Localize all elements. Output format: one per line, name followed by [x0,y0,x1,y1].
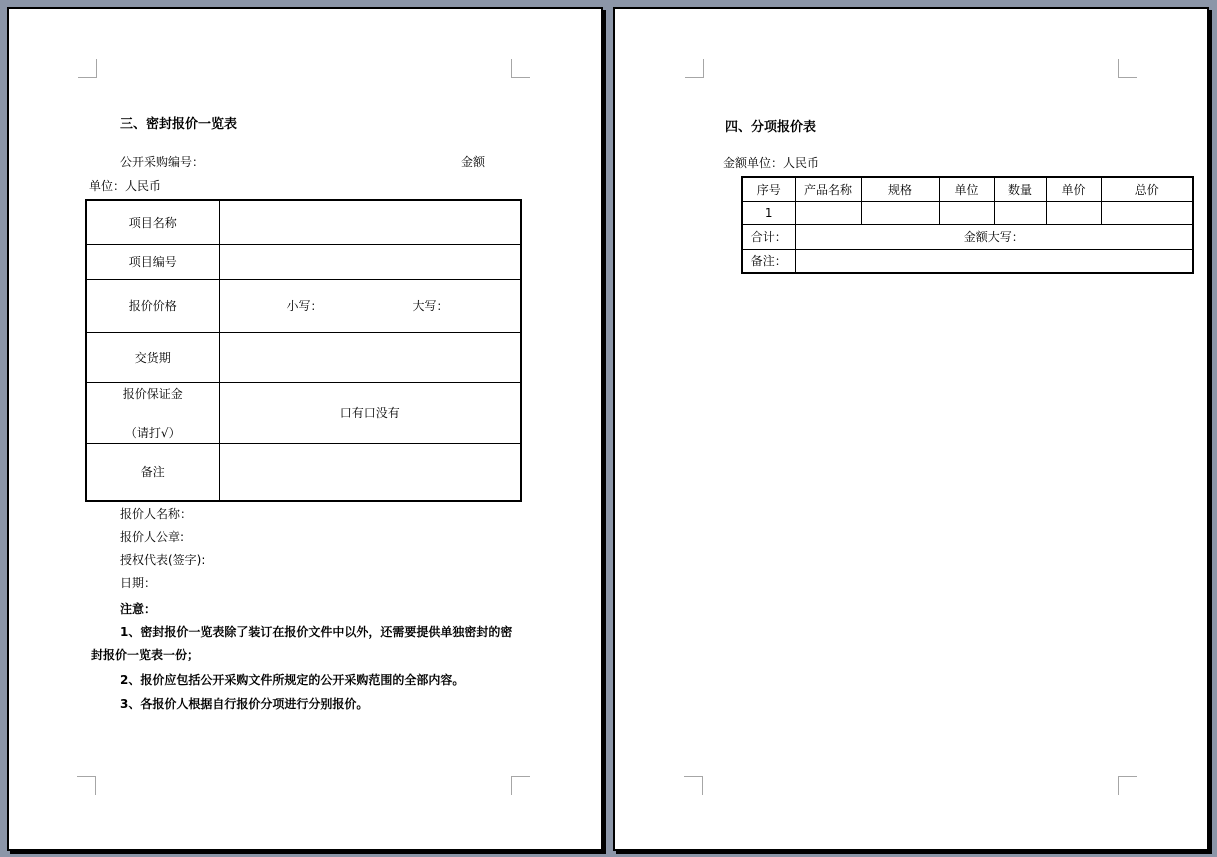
row1-serial-no: 1 [742,201,795,224]
quote-price-input-cell[interactable] [219,279,521,332]
header-unit: 单位 [939,177,994,201]
bid-bond-checkbox-cell[interactable]: 口有口没有 [219,382,521,443]
amount-unit-line: 金额单位：人民币 [723,156,820,170]
quote-price-label: 报价价格 [86,279,219,332]
crop-mark-bottom-right [1118,776,1137,795]
itemized-quote-table [741,176,1194,274]
notice-item-1-line1: 1、密封报价一览表除了装订在报价文件中以外，还需要提供单独密封的密 [120,625,513,639]
bidder-name-line: 报价人名称： [120,507,193,521]
header-total-price: 总价 [1101,177,1193,201]
row1-spec-cell[interactable] [861,201,939,224]
bid-bond-label [86,382,219,443]
delivery-period-input-cell[interactable] [219,332,521,382]
price-numerals-label: 小写： [286,299,323,313]
header-serial-no: 序号 [742,177,795,201]
delivery-period-label: 交货期 [86,332,219,382]
row1-total-price-cell[interactable] [1101,201,1193,224]
bid-bond-label-line2: （请打√） [124,425,181,440]
project-no-input-cell[interactable] [219,244,521,279]
crop-mark-top-left [685,59,704,78]
crop-mark-top-left [78,59,97,78]
project-name-input-cell[interactable] [219,200,521,244]
project-no-label: 项目编号 [86,244,219,279]
total-amount-in-words-cell[interactable]: 金额大写： [795,224,1193,249]
bid-bond-label-line1: 报价保证金 [122,386,183,401]
page-1[interactable] [7,7,603,851]
notice-label: 注意： [120,602,157,616]
notice-item-1-line2: 封报价一览表一份； [91,648,200,662]
section-title-sealed-quote: 三、密封报价一览表 [120,117,238,132]
crop-mark-top-right [1118,59,1137,78]
project-name-label: 项目名称 [86,200,219,244]
header-spec: 规格 [861,177,939,201]
row1-unit-cell[interactable] [939,201,994,224]
notice-item-2: 2、报价应包括公开采购文件所规定的公开采购范围的全部内容。 [120,673,465,687]
table-row [742,201,1193,224]
price-words-label: 大写： [412,299,449,313]
row1-quantity-cell[interactable] [994,201,1046,224]
notice-item-3: 3、各报价人根据自行报价分项进行分别报价。 [120,697,369,711]
header-product-name: 产品名称 [795,177,861,201]
date-line: 日期： [120,576,157,590]
remarks-label: 备注 [86,443,219,501]
remarks-input-cell[interactable] [219,443,521,501]
total-label: 合计： [742,224,795,249]
amount-wrap-head: 金额 [461,155,486,169]
crop-mark-bottom-right [511,776,530,795]
bidder-seal-line: 报价人公章: [120,530,185,544]
sealed-quote-table [85,199,522,502]
procurement-no-label: 公开采购编号： [120,155,205,169]
page-2[interactable] [613,7,1209,851]
header-quantity: 数量 [994,177,1046,201]
header-unit-price: 单价 [1046,177,1101,201]
remark-label: 备注： [742,249,795,273]
authorized-rep-line: 授权代表(签字): [120,553,206,567]
crop-mark-bottom-left [684,776,703,795]
row1-unit-price-cell[interactable] [1046,201,1101,224]
amount-unit-wrap-tail: 单位：人民币 [89,179,162,193]
remark-input-cell[interactable] [795,249,1193,273]
crop-mark-bottom-left [77,776,96,795]
row1-product-name-cell[interactable] [795,201,861,224]
section-title-itemized-quote: 四、分项报价表 [725,120,817,135]
crop-mark-top-right [511,59,530,78]
